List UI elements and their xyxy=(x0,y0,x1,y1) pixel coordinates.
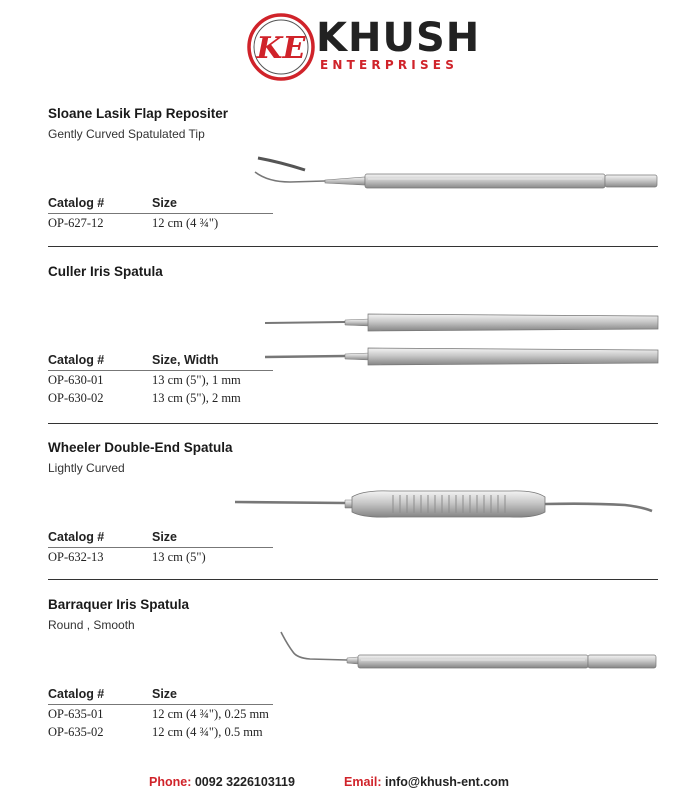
brand-tagline: ENTERPRISES xyxy=(320,58,459,72)
size-column-header: Size, Width xyxy=(152,353,219,367)
catalog-header xyxy=(48,530,273,548)
wheeler-double-end-spatula-image xyxy=(230,488,660,523)
size-value: 13 cm (5"), 2 mm xyxy=(152,391,241,405)
email-address[interactable]: info@khush-ent.com xyxy=(385,775,509,789)
email-label: Email: xyxy=(344,775,382,789)
product-subtitle: Gently Curved Spatulated Tip xyxy=(48,127,205,141)
catalog-column-header: Catalog # xyxy=(48,687,105,701)
product-title: Wheeler Double-End Spatula xyxy=(48,440,233,455)
catalog-number: OP-630-02 xyxy=(48,391,104,405)
company-logo xyxy=(246,12,316,82)
size-value: 12 cm (4 ¾") xyxy=(152,216,219,230)
size-value: 13 cm (5") xyxy=(152,550,206,564)
product-title: Culler Iris Spatula xyxy=(48,264,163,279)
logo-monogram: KE xyxy=(256,31,306,66)
phone-number[interactable]: 0092 3226103119 xyxy=(194,775,295,789)
size-column-header: Size xyxy=(152,687,178,701)
sloane-lasik-flap-repositer-image xyxy=(250,150,660,195)
phone-label: Phone: xyxy=(149,775,192,789)
footer-email xyxy=(344,775,509,789)
section-divider xyxy=(48,246,658,247)
catalog-number: OP-635-02 xyxy=(48,725,104,739)
catalog-header xyxy=(48,196,273,214)
barraquer-iris-spatula-image xyxy=(275,628,660,676)
culler-iris-spatula-image xyxy=(260,305,665,375)
catalog-column-header: Catalog # xyxy=(48,353,105,367)
size-value: 12 cm (4 ¾"), 0.5 mm xyxy=(152,725,263,739)
catalog-header xyxy=(48,687,273,705)
section-divider xyxy=(48,579,658,580)
product-title: Barraquer Iris Spatula xyxy=(48,597,190,612)
size-value: 13 cm (5"), 1 mm xyxy=(152,373,241,387)
size-column-header: Size xyxy=(152,196,178,210)
catalog-column-header: Catalog # xyxy=(48,530,105,544)
size-value: 12 cm (4 ¾"), 0.25 mm xyxy=(152,707,269,721)
brand-name: KHUSH xyxy=(316,15,481,61)
catalog-column-header: Catalog # xyxy=(48,196,105,210)
catalog-number: OP-632-13 xyxy=(48,550,104,564)
product-title: Sloane Lasik Flap Repositer xyxy=(48,106,229,121)
product-subtitle: Lightly Curved xyxy=(48,461,125,475)
section-divider xyxy=(48,423,658,424)
catalog-number: OP-630-01 xyxy=(48,373,104,387)
catalog-header xyxy=(48,353,273,371)
product-subtitle: Round , Smooth xyxy=(48,618,135,632)
catalog-number: OP-627-12 xyxy=(48,216,104,230)
footer-phone xyxy=(149,775,295,789)
catalog-number: OP-635-01 xyxy=(48,707,104,721)
size-column-header: Size xyxy=(152,530,178,544)
